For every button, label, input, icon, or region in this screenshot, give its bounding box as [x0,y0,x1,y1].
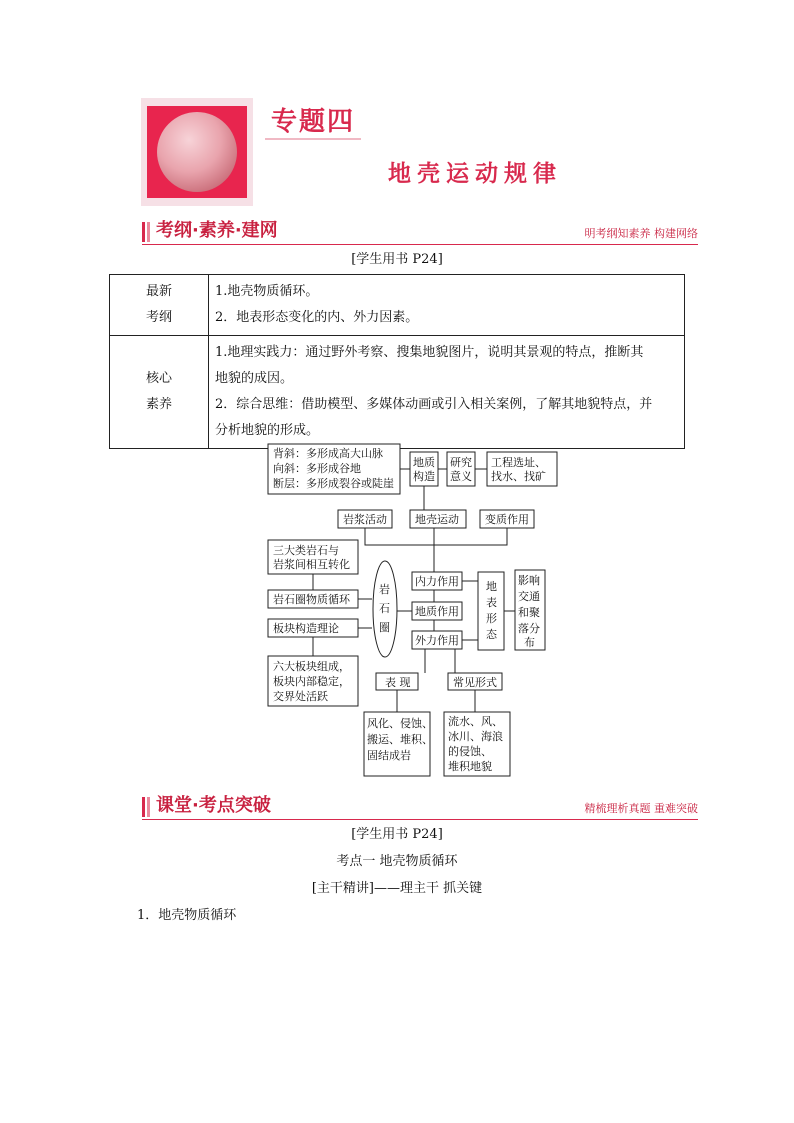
svg-text:板块内部稳定，: 板块内部稳定， [273,675,350,688]
row-head: 最新 考纲 [110,275,209,336]
svg-text:地质作用: 地质作用 [415,605,459,618]
svg-text:找水、找矿: 找水、找矿 [491,470,546,483]
svg-text:态: 态 [486,628,497,641]
outline-table [109,274,685,449]
svg-text:六大板块组成，: 六大板块组成， [273,660,350,673]
svg-text:圈: 圈 [379,621,390,634]
book-reference: [学生用书 P24] [351,252,443,267]
svg-text:石: 石 [379,602,390,615]
svg-text:外力作用: 外力作用 [415,634,459,647]
svg-text:工程选址、: 工程选址、 [491,456,546,469]
book-reference: [学生用书 P24] [351,827,443,842]
section-label: 课堂·考点突破 [156,795,271,816]
svg-text:板块构造理论: 板块构造理论 [273,622,339,635]
topic-underline [265,138,361,140]
section-tagline: 明考纲知素养 构建网络 [584,227,698,240]
svg-text:内力作用: 内力作用 [415,575,459,588]
svg-text:表: 表 [486,596,497,609]
svg-text:常见形式: 常见形式 [453,676,497,689]
svg-text:冰川、海浪: 冰川、海浪 [448,730,503,743]
svg-text:和聚: 和聚 [518,606,540,619]
section-label: 考纲·素养·建网 [156,220,278,241]
svg-text:影响: 影响 [518,574,540,587]
svg-text:岩浆间相互转化: 岩浆间相互转化 [273,558,350,571]
row-content: 1.地壳物质循环。 2．地表形态变化的内、外力因素。 [209,275,685,336]
concept-map [260,440,560,780]
page-title: 地壳运动规律 [388,161,562,187]
svg-text:形: 形 [486,612,497,625]
svg-text:的侵蚀、: 的侵蚀、 [448,745,492,758]
svg-text:断层：多形成裂谷或陡崖: 断层：多形成裂谷或陡崖 [273,477,394,490]
svg-text:三大类岩石与: 三大类岩石与 [273,544,339,557]
rock-sphere-illustration [157,112,237,192]
svg-text:堆积地貌: 堆积地貌 [448,760,492,773]
table-row [110,336,685,449]
svg-text:布: 布 [524,636,535,649]
svg-text:交界处活跃: 交界处活跃 [273,690,328,703]
list-item: 1．地壳物质循环 [137,908,237,923]
svg-text:交通: 交通 [518,590,540,603]
row-head: 核心 素养 [110,336,209,449]
section-tagline: 精梳理析真题 重难突破 [584,802,698,815]
section-bar-classroom [142,794,698,820]
row-content: 1.地理实践力：通过野外考察、搜集地貌图片，说明其景观的特点，推断其 地貌的成因。 2．综合思维：借助模型、多媒体动画或引入相关案例，了解其地貌特点，并 分析地貌的形成。 [209,336,685,449]
svg-text:落分: 落分 [518,622,540,635]
topic-image [141,98,253,206]
svg-text:岩石圈物质循环: 岩石圈物质循环 [273,593,350,606]
svg-text:岩: 岩 [379,583,390,596]
svg-text:流水、风、: 流水、风、 [448,715,503,728]
svg-text:固结成岩: 固结成岩 [367,749,411,762]
svg-text:地质: 地质 [413,456,435,469]
svg-text:向斜：多形成谷地: 向斜：多形成谷地 [273,462,361,475]
key-point-title: 考点一 地壳物质循环 [336,854,458,869]
svg-text:变质作用: 变质作用 [485,513,529,526]
topic-number: 专题四 [270,107,355,137]
svg-text:地壳运动: 地壳运动 [415,513,459,526]
svg-text:地: 地 [486,580,497,593]
svg-text:岩浆活动: 岩浆活动 [343,513,387,526]
svg-text:风化、侵蚀、: 风化、侵蚀、 [367,717,433,730]
section-bar-outline [142,219,698,245]
svg-text:意义: 意义 [450,470,472,483]
sub-heading: [主干精讲]——理主干 抓关键 [311,881,483,896]
svg-text:表 现: 表 现 [385,676,411,689]
svg-text:研究: 研究 [450,456,472,469]
svg-text:背斜：多形成高大山脉: 背斜：多形成高大山脉 [273,447,383,460]
svg-text:构造: 构造 [413,470,435,483]
svg-text:搬运、堆积、: 搬运、堆积、 [367,733,433,746]
table-row [110,275,685,336]
